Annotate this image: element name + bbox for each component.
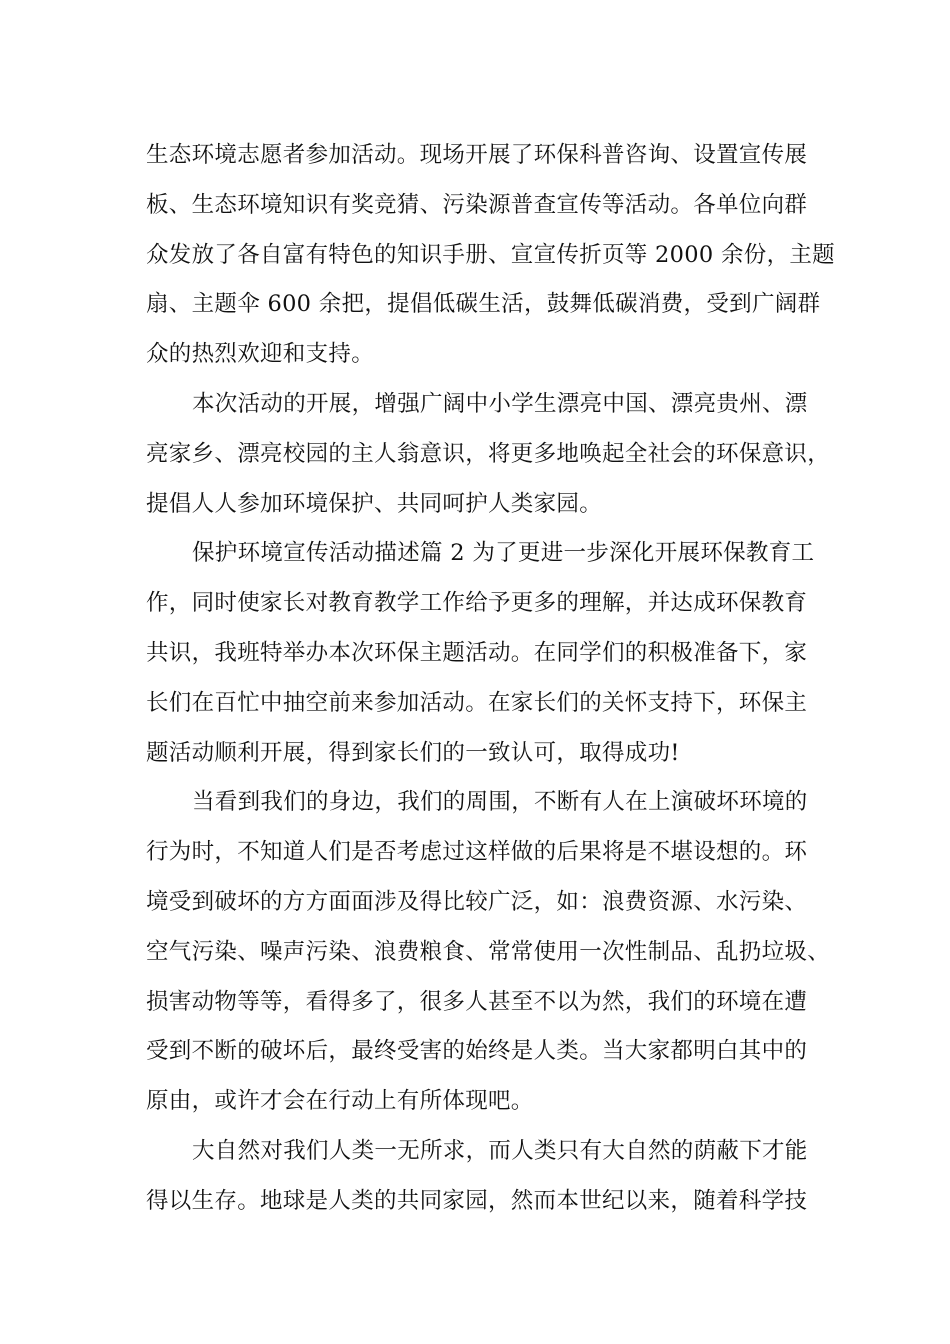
text-line: 得以生存。地球是人类的共同家园，然而本世纪以来，随着科学技 bbox=[146, 1187, 808, 1214]
document-body bbox=[146, 131, 835, 1227]
text-line: 作，同时使家长对教育教学工作给予更多的理解，并达成环保教育 bbox=[146, 590, 808, 617]
text-line: 共识，我班特举办本次环保主题活动。在同学们的积极准备下，家 bbox=[146, 639, 808, 666]
text-line: 损害动物等等，看得多了，很多人甚至不以为然，我们的环境在遭 bbox=[146, 988, 808, 1015]
text-line: 长们在百忙中抽空前来参加活动。在家长们的关怀支持下，环保主 bbox=[146, 689, 808, 716]
paragraph-first-line: 大自然对我们人类一无所求，而人类只有大自然的荫蔽下才能 bbox=[192, 1137, 808, 1164]
paragraph-first-line: 本次活动的开展，增强广阔中小学生漂亮中国、漂亮贵州、漂 bbox=[192, 390, 808, 417]
text-line: 亮家乡、漂亮校园的主人翁意识，将更多地唤起全社会的环保意识， bbox=[146, 440, 831, 467]
text-line: 众的热烈欢迎和支持。 bbox=[146, 341, 375, 368]
paragraph-first-line: 当看到我们的身边，我们的周围，不断有人在上演破坏环境的 bbox=[192, 789, 808, 816]
text-line: 境受到破坏的方方面面涉及得比较广泛，如：浪费资源、水污染、 bbox=[146, 888, 808, 915]
text-line: 原由，或许才会在行动上有所体现吧。 bbox=[146, 1088, 534, 1115]
text-line: 众发放了各自富有特色的知识手册、宣宣传折页等 2000 余份，主题 bbox=[146, 241, 835, 268]
text-line: 行为时，不知道人们是否考虑过这样做的后果将是不堪设想的。环 bbox=[146, 839, 808, 866]
text-line: 生态环境志愿者参加活动。现场开展了环保科普咨询、设置宣传展 bbox=[146, 142, 808, 168]
text-line: 扇、主题伞 600 余把，提倡低碳生活，鼓舞低碳消费，受到广阔群 bbox=[146, 291, 821, 318]
text-line: 提倡人人参加环境保护、共同呵护人类家园。 bbox=[146, 490, 603, 517]
text-line: 板、生态环境知识有奖竞猜、污染源普查宣传等活动。各单位向群 bbox=[146, 191, 808, 218]
text-line: 题活动顺利开展，得到家长们的一致认可，取得成功! bbox=[146, 739, 680, 766]
text-line: 受到不断的破坏后，最终受害的始终是人类。当大家都明白其中的 bbox=[146, 1038, 808, 1065]
text-line: 空气污染、噪声污染、浪费粮食、常常使用一次性制品、乱扔垃圾、 bbox=[146, 938, 831, 965]
paragraph-first-line: 保护环境宣传活动描述篇 2 为了更进一步深化开展环保教育工 bbox=[192, 540, 815, 567]
